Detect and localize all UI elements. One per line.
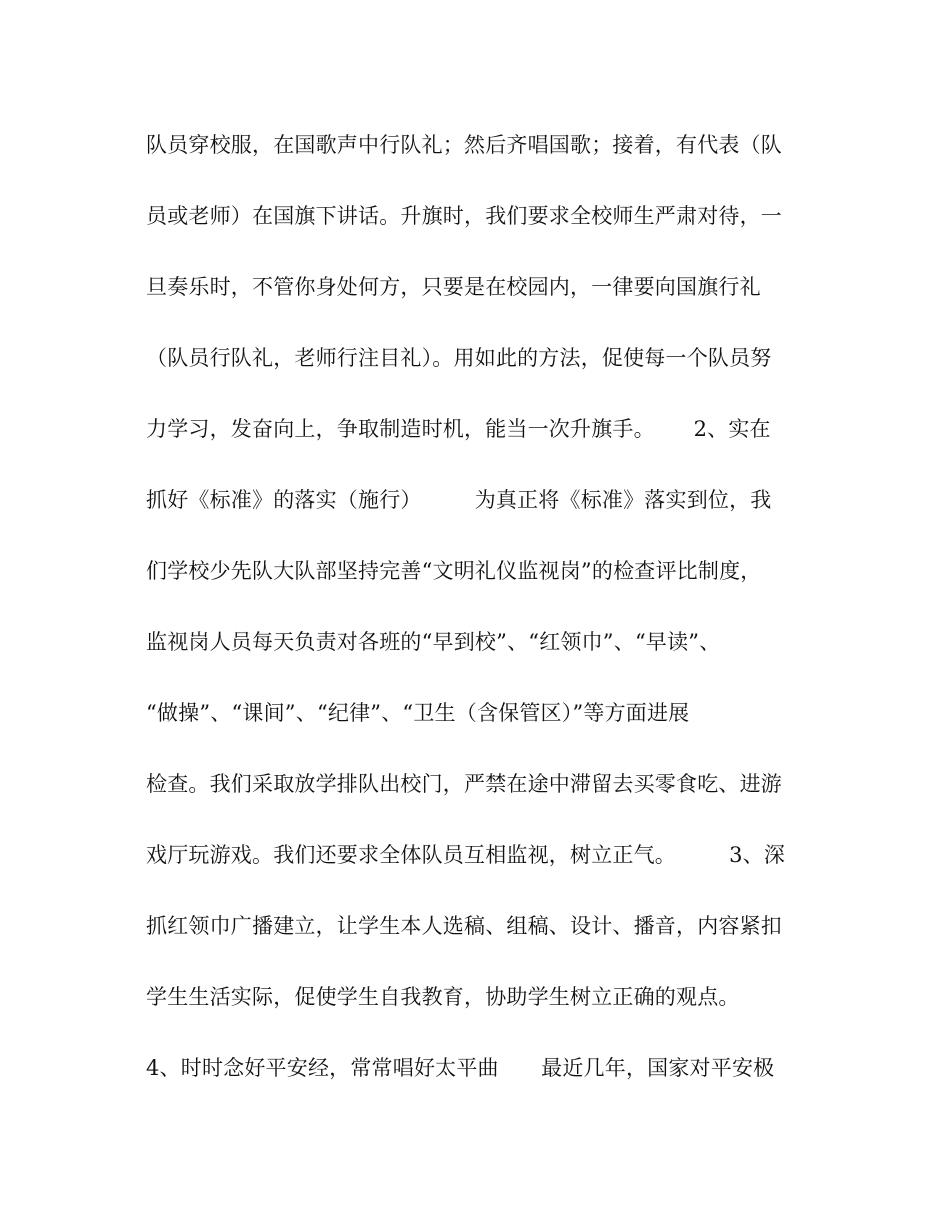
text-line-1: 队员穿校服，在国歌声中行队礼；然后齐唱国歌；接着，有代表（队 (146, 133, 782, 157)
text-line-8: 监视岗人员每天负责对各班的“早到校”、“红领巾”、“早读”、 (146, 630, 721, 654)
text-line-5: 力学习，发奋向上，争取制造时机，能当一次升旗手。 2、实在 (146, 417, 771, 441)
text-line-10: 检查。我们采取放学排队出校门，严禁在途中滞留去买零食吃、进游 (146, 772, 782, 796)
text-line-13: 学生生活实际，促使学生自我教育，协助学生树立正确的观点。 (146, 985, 740, 1009)
text-line-3: 旦奏乐时，不管你身处何方，只要是在校园内，一律要向国旗行礼 (146, 275, 761, 299)
text-line-9: “做操”、“课间”、“纪律”、“卫生（含保管区）”等方面进展 (146, 701, 690, 725)
text-line-12: 抓红领巾广播建立，让学生本人选稿、组稿、设计、播音，内容紧扣 (146, 914, 782, 938)
text-line-14: 4、时时念好平安经，常常唱好太平曲 最近几年，国家对平安极 (146, 1056, 775, 1080)
text-line-4: （队员行队礼，老师行注目礼）。用如此的方法，促使每一个队员努 (146, 346, 772, 370)
text-line-11: 戏厅玩游戏。我们还要求全体队员互相监视，树立正气。 3、深 (146, 843, 786, 867)
text-line-7: 们学校少先队大队部坚持完善“文明礼仪监视岗”的检查评比制度， (146, 559, 762, 583)
text-line-2: 员或老师）在国旗下讲话。升旗时，我们要求全校师生严肃对待，一 (146, 204, 782, 228)
text-line-6: 抓好《标准》的落实（施行） 为真正将《标准》落实到位，我 (146, 488, 772, 512)
